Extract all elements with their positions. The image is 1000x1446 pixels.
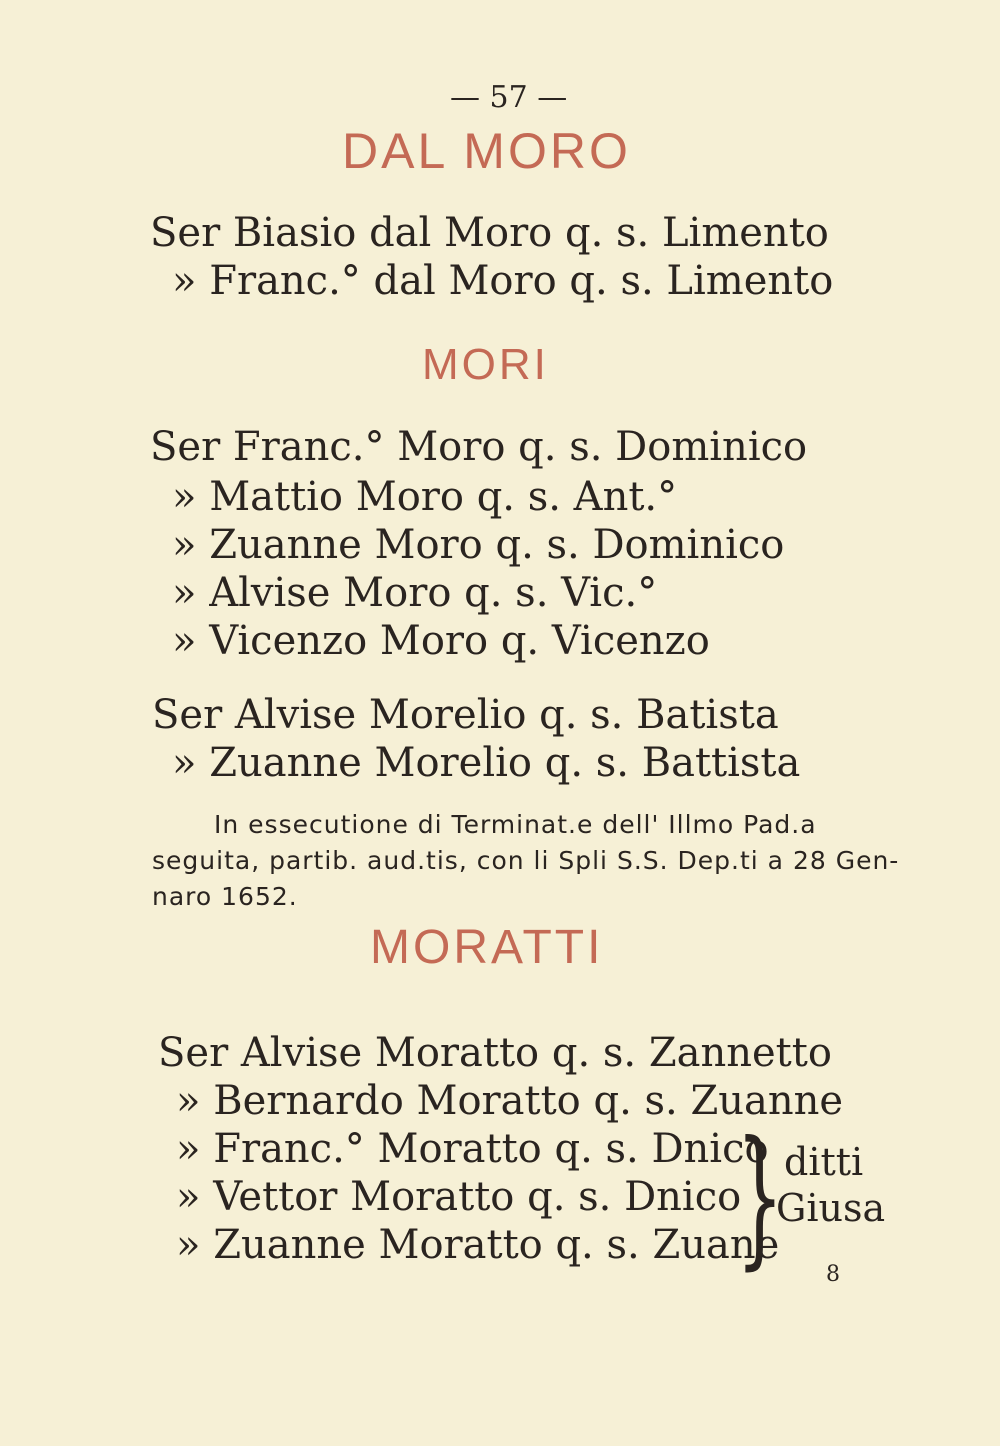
entry-line: » Franc.° Moratto q. s. Dnico [176, 1126, 769, 1172]
note-line: In essecutione di Terminat.e dell' Illmo Pad.a [214, 810, 817, 839]
section-heading-moratti: MORATTI [370, 921, 604, 974]
entry-line: » Franc.° dal Moro q. s. Limento [172, 258, 834, 304]
entry-line: » Vettor Moratto q. s. Dnico [176, 1174, 742, 1220]
section-heading-dal-moro: DAL MORO [342, 123, 631, 179]
section-heading-mori: MORI [422, 340, 549, 389]
note-line: naro 1652. [152, 882, 298, 911]
note-line: seguita, partib. aud.tis, con li Spli S.S. Dep.ti a 28 Gen- [152, 846, 900, 875]
entry-line: » Bernardo Moratto q. s. Zuanne [176, 1078, 844, 1124]
entry-line: » Alvise Moro q. s. Vic.° [172, 570, 658, 616]
signature-mark: 8 [826, 1262, 840, 1287]
entry-line: » Zuanne Morelio q. s. Battista [172, 740, 801, 786]
entry-line: » Zuanne Moro q. s. Dominico [172, 522, 785, 568]
entry-line: Ser Alvise Moratto q. s. Zannetto [158, 1030, 832, 1076]
entry-line: Ser Biasio dal Moro q. s. Limento [150, 210, 829, 256]
entry-line: Ser Franc.° Moro q. s. Dominico [150, 424, 808, 470]
entry-line: » Vicenzo Moro q. Vicenzo [172, 618, 710, 664]
entry-line: Ser Alvise Morelio q. s. Batista [152, 692, 779, 738]
page-number: — 57 — [450, 80, 568, 115]
entry-line: » Zuanne Moratto q. s. Zuane [176, 1222, 780, 1268]
entry-line: » Mattio Moro q. s. Ant.° [172, 474, 678, 520]
bracket-note-giusa: Giusa [776, 1186, 886, 1230]
bracket-note-ditti: ditti [784, 1140, 864, 1184]
curly-brace: } [736, 1110, 784, 1284]
